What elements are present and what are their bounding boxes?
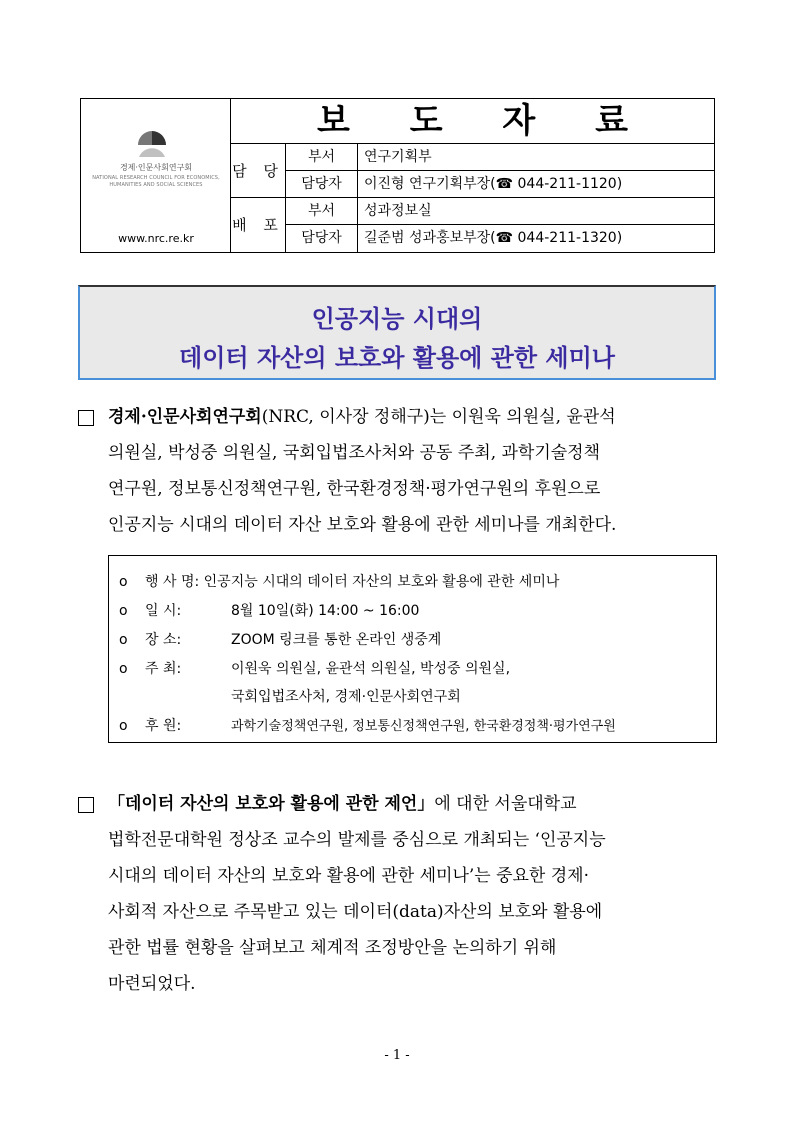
page-title: 보 도 자 료 [231,99,714,144]
paragraph-2-lead: 「데이터 자산의 보호와 활용에 관한 제언」 [108,794,435,814]
paragraph-2-line1: 에 대한 서울대학교 [434,794,577,814]
event-host-row: o 주 최: 이원욱 의원실, 윤관석 의원실, 박성중 의원실, [119,658,510,678]
headline-line1: 인공지능 시대의 [311,305,483,333]
baepo-dept-label: 부서 [286,198,358,225]
event-place-row: o 장 소: ZOOM 링크를 통한 온라인 생중계 [119,629,441,649]
paragraph-2-line4: 사회적 자산으로 주목받고 있는 데이터(data)자산의 보호와 활용에 [108,902,603,922]
event-date-row: o 일 시: 8월 10일(화) 14:00 ~ 16:00 [119,600,419,620]
baepo-person-label: 담당자 [286,225,358,252]
event-host-value-1: 이원욱 의원실, 윤관석 의원실, 박성중 의원실, [231,661,511,677]
org-name-ko: 경제·인문사회연구회 [119,163,193,172]
org-url[interactable]: www.nrc.re.kr [118,232,194,245]
press-release-header [80,98,715,253]
event-host-value-2: 국회입법조사처, 경제·인문사회연구회 [231,689,461,705]
event-date-label: 일 시: [145,603,182,619]
baepo-group-label: 배 포 [231,198,286,252]
damdang-group-label: 담 당 [231,144,286,198]
damdang-person-label: 담당자 [286,171,358,198]
event-sponsor-label: 후 원: [145,718,182,734]
headline-line2: 데이터 자산의 보호와 활용에 관한 세미나 [179,344,615,372]
event-sponsor-value: 과학기술정책연구원, 정보통신정책연구원, 한국환경정책·평가연구원 [231,719,616,734]
paragraph-1-lead: 경제·인문사회연구회 [108,407,262,427]
page-number: - 1 - [384,1048,410,1063]
org-logo-cell [81,99,231,252]
event-host-label: 주 최: [145,661,182,677]
damdang-person-value: 이진형 연구기획부장(☎ 044-211-1120) [358,171,714,198]
event-place-value: ZOOM 링크를 통한 온라인 생중계 [231,632,442,648]
paragraph-1-line3: 연구원, 정보통신정책연구원, 한국환경정책·평가연구원의 후원으로 [108,479,601,499]
damdang-dept-label: 부서 [286,144,358,171]
event-sponsor-row: o 후 원: 과학기술정책연구원, 정보통신정책연구원, 한국환경정책·평가연구원 [119,715,616,735]
checkbox-bullet-icon [78,797,94,813]
damdang-dept-value: 연구기획부 [358,144,714,171]
event-name-value: 인공지능 시대의 데이터 자산의 보호와 활용에 관한 세미나 [203,574,560,590]
event-place-label: 장 소: [145,632,182,648]
baepo-person-value: 길준범 성과홍보부장(☎ 044-211-1320) [364,230,623,246]
paragraph-1-line2: 의원실, 박성중 의원실, 국회입법조사처와 공동 주최, 과학기술정책 [108,443,601,463]
event-name-label: 행 사 명: [145,574,200,590]
baepo-dept-value: 성과정보실 [358,198,714,225]
checkbox-bullet-icon [78,410,94,426]
org-name-en: NATIONAL RESEARCH COUNCIL FOR ECONOMICS, HUMANITIES AND SOCIAL SCIENCES [92,175,220,188]
nrc-logo-icon [135,129,169,159]
event-info-box [108,555,717,743]
event-name-row: o 행 사 명: 인공지능 시대의 데이터 자산의 보호와 활용에 관한 세미나 [119,571,559,591]
paragraph-1-line1: (NRC, 이사장 정해구)는 이원욱 의원실, 윤관석 [261,407,616,427]
paragraph-2 [78,789,718,999]
paragraph-1 [78,402,718,542]
event-date-value: 8월 10일(화) 14:00 ~ 16:00 [231,603,420,619]
paragraph-2-line5: 관한 법률 현황을 살펴보고 체계적 조정방안을 논의하기 위해 [108,938,557,958]
paragraph-2-line2: 법학전문대학원 정상조 교수의 발제를 중심으로 개최되는 ‘인공지능 [108,830,606,850]
paragraph-1-line4: 인공지능 시대의 데이터 자산 보호와 활용에 관한 세미나를 개최한다. [108,515,617,535]
paragraph-2-line6: 마련되었다. [108,974,196,994]
paragraph-2-line3: 시대의 데이터 자산의 보호와 활용에 관한 세미나’는 중요한 경제· [108,866,590,886]
headline-box [78,285,716,380]
